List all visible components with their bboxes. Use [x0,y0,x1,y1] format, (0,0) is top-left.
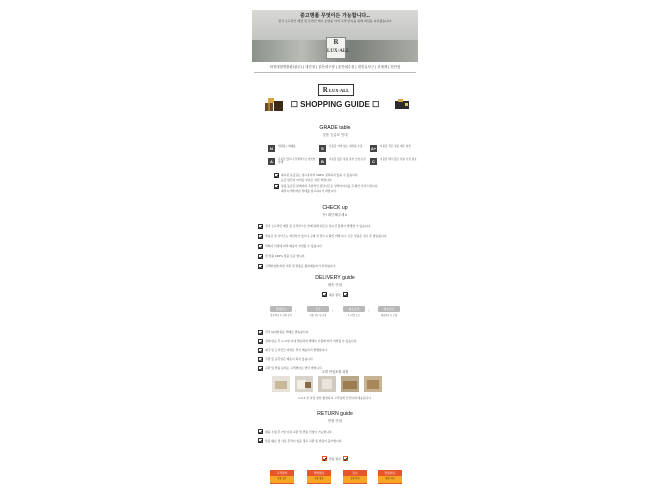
arrow-right-icon: › [332,308,334,313]
packing-photo [272,376,290,392]
return-label: 반품 절차 [329,457,341,461]
packing-photo [318,376,336,392]
check-icon [258,348,263,353]
arrow-right-icon: › [295,308,297,313]
store-banner [252,10,418,62]
check-icon [274,173,279,178]
delivery-step: 배송완료 배송완료 후 수령 [378,306,400,317]
delivery-line: 결제 완료 후 1~2일 이내 발송되며 택배사 사정에 따라 지연될 수 있습니다. [265,339,358,343]
check-icon [322,292,327,297]
shopping-guide-title: ☐ SHOPPING GUIDE ☐ [290,100,380,109]
check-icon [258,339,263,344]
banner-title: 중고명품 무엇이든 가능합니다.. [299,13,371,19]
check-icon [343,456,348,461]
return-step: 반품완료 환불 처리 [378,470,402,484]
check-icon [343,292,348,297]
delivery-line: 제주 및 도서산간 지역은 추가 배송비가 발생합니다. [265,348,328,352]
delivery-step: 검수 상품 검수 및 포장 [307,306,329,317]
check-icon [258,224,263,229]
shopping-guide-column [252,0,418,500]
return-step: 검수 상품 확인 [343,470,367,484]
return-line: 제품 수령 후 7일 이내 교환 및 반품 신청이 가능합니다. [265,430,333,434]
grade-note: 등급 판단이 어려운 부분은 상담 바랍니다. [281,178,333,182]
grade-note: 제시된 등급표는 참고용이며 100% 일치하지 않을 수 있습니다. [281,173,359,177]
check-icon [258,234,263,239]
check-icon [258,254,263,259]
delivery-step: 결제완료 결제 확인 후 상품 준비 [270,307,292,317]
store-logo: R LUX·ALL [326,37,346,59]
banner-subtitle: 전국 오프라인 매장 및 온라인 매시 운영중 이며 고객 만족을 위해 최선을 다하겠습니다. [278,19,392,23]
check-line: 착용감 및 사이즈는 개인차가 있으니 구매 전 반드시 확인 바랍니다. 모든 상품은 검수 후 발송됩니다. [265,234,388,238]
check-icon [258,357,263,362]
return-step: 고객센터 반품 접수 [270,470,294,484]
delivery-label: 배송 절차 [329,293,341,297]
grade-heading: GRADE table [319,125,351,131]
packing-caption: 1.2.3 전 과정 영상 촬영하여 고객님께 안전하게 배송됩니다. [298,396,372,400]
delivery-line: 주말 및 공휴일은 배송이 되지 않습니다. [265,357,314,361]
return-line: 상품 훼손 및 사용 흔적이 있을 경우 교환 및 반품이 불가합니다. [265,439,343,443]
check-icon [258,264,263,269]
delivery-line: 교환 및 반품 문의는 고객센터로 연락 바랍니다. [265,366,323,370]
delivery-subheading: 배송 안내 [327,283,343,287]
store-locations: 화정대형명품판(광주) | 대전점 | 울산대구점 | 울산매수점 | 대전유성구 | 신세계 | 천안점 [269,65,401,69]
check-line: 택배사 사정에 따라 배송이 지연될 수 있습니다. [265,244,323,248]
delivery-step: 배송준비 1~2일 소요 [343,306,365,317]
check-icon [258,429,263,434]
brand-logo: R LUX·ALL [318,84,354,96]
grade-subheading: 상품 등급표 안내 [322,133,348,137]
divider [254,72,416,73]
packing-photo [295,376,313,392]
check-icon [322,456,327,461]
packing-photo [341,376,359,392]
return-step: 택배발송 상품 발송 [307,470,331,484]
return-subheading: 반품 안내 [327,419,343,423]
check-icon [258,330,263,335]
check-heading: CHECK up [322,205,348,211]
arrow-right-icon: › [368,308,370,313]
check-icon [258,244,263,249]
grade-item: B 사용감 많은 상품 일부 오염 손상 [319,157,367,167]
check-subheading: 꼭! 확인해주세요 [322,213,348,217]
grade-item: A 사용감 있으나 전체적으로 양호한 상태 [268,157,316,167]
check-icon [274,184,279,189]
delivery-heading: DELIVERY guide [315,275,355,281]
check-line: 전국 오프라인 매장 및 온라인으로 함께 판매 되므로 실시간 품절이 발생할 수 있습니다. [265,224,372,228]
wallet-icon [394,98,410,110]
grade-note: 상품 등급은 판매자의 주관적인 판단이므로 상세이미지를 꼭 확인 부탁드립니다. [281,184,379,188]
grade-note: 제작시기에 따른 상태를 참고하시기 바랍니다. [281,189,337,193]
check-icon [258,438,263,443]
packing-title: 고객 안심포장 과정 [321,370,349,374]
check-line: 전 상품 100% 정품 보증 합니다. [265,254,306,258]
grade-item: S 사용감 거의 없는 새상품 수준 [319,144,367,154]
grade-item: A+ 사용감 적은 상품 매우 양호 [370,145,411,151]
check-line: 고객변심에 의한 교환 및 반품은 왕복배송비가 부과됩니다. [265,264,337,268]
packing-photo [364,376,382,392]
grade-item: C 사용감 매우 많은 상품 수선 필요 [370,157,418,167]
return-heading: RETURN guide [317,411,353,417]
grade-item: N 새상품 / 새제품 [268,144,316,154]
delivery-line: 전국 CJ대한통운 택배로 발송됩니다. [265,330,310,334]
